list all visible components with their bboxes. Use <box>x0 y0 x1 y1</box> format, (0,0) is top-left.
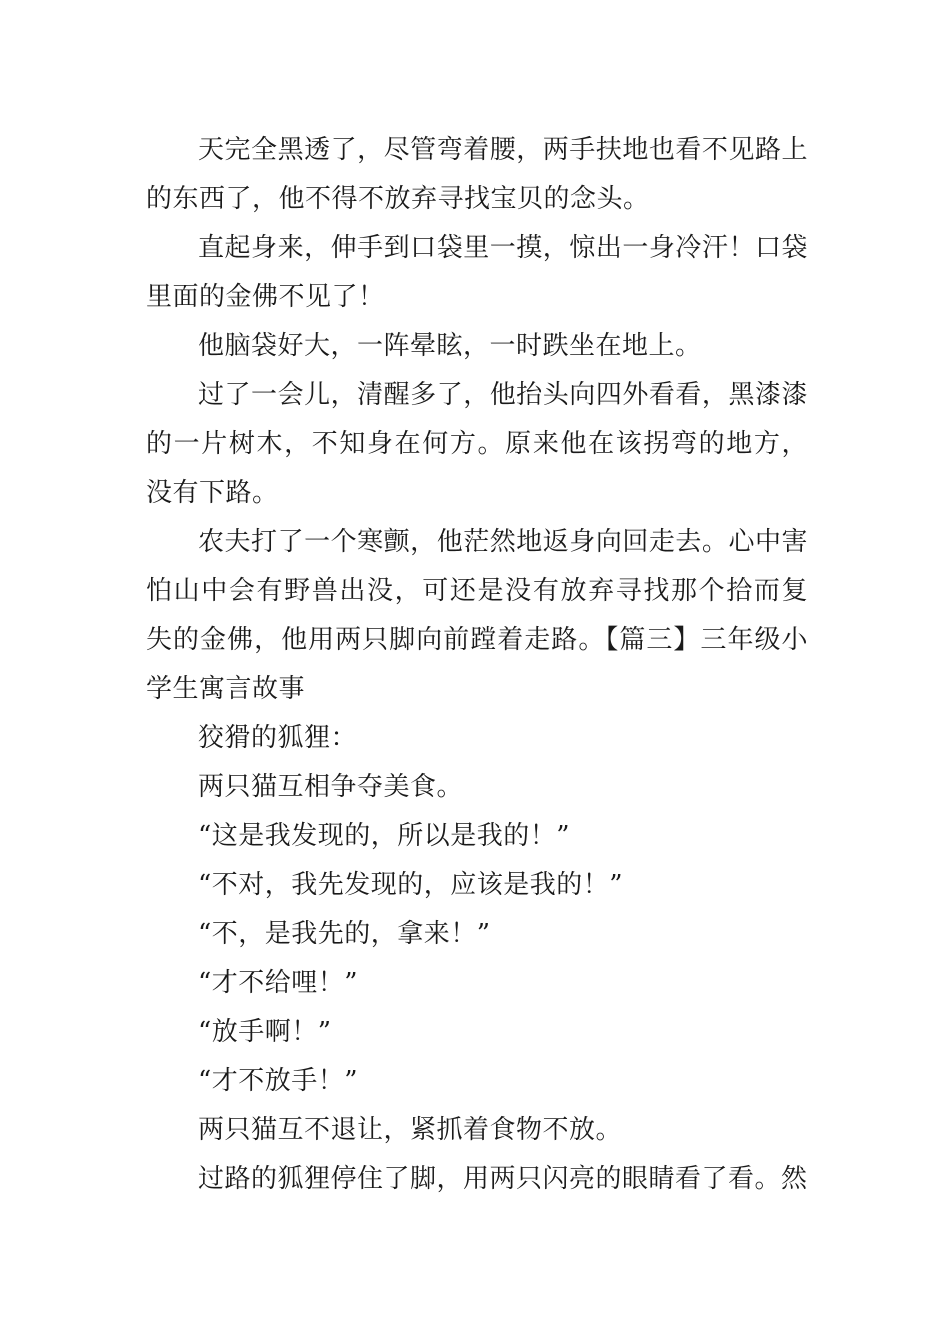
paragraph: 他脑袋好大，一阵晕眩，一时跌坐在地上。 <box>198 331 702 361</box>
document-body <box>146 126 808 1204</box>
dialogue-line: “放手啊！” <box>198 1017 332 1047</box>
paragraph: 过路的狐狸停住了脚，用两只闪亮的眼睛看了看。然 <box>198 1164 808 1194</box>
paragraph: 两只猫互不退让，紧抓着食物不放。 <box>198 1115 623 1145</box>
subtitle-line: 狡猾的狐狸： <box>198 723 358 753</box>
dialogue-line: “这是我发现的，所以是我的！” <box>198 821 571 851</box>
paragraph: 农夫打了一个寒颤，他茫然地返身向回走去。心中害怕山中会有野兽出没，可还是没有放弃寻找那个拾而复失的金佛，他用两只脚向前蹚着走路。【篇三】三年级小学生寓言故事 <box>146 527 808 704</box>
paragraph: 两只猫互相争夺美食。 <box>198 772 464 802</box>
paragraph: 直起身来，伸手到口袋里一摸，惊出一身冷汗！口袋里面的金佛不见了！ <box>146 233 808 312</box>
paragraph: 过了一会儿，清醒多了，他抬头向四外看看，黑漆漆的一片树木，不知身在何方。原来他在该拐弯的地方，没有下路。 <box>146 380 808 508</box>
dialogue-line: “才不放手！” <box>198 1066 359 1096</box>
paragraph: 天完全黑透了，尽管弯着腰，两手扶地也看不见路上的东西了，他不得不放弃寻找宝贝的念头。 <box>146 135 808 214</box>
dialogue-line: “不，是我先的，拿来！” <box>198 919 491 949</box>
dialogue-line: “不对，我先发现的，应该是我的！” <box>198 870 624 900</box>
dialogue-line: “才不给哩！” <box>198 968 359 998</box>
